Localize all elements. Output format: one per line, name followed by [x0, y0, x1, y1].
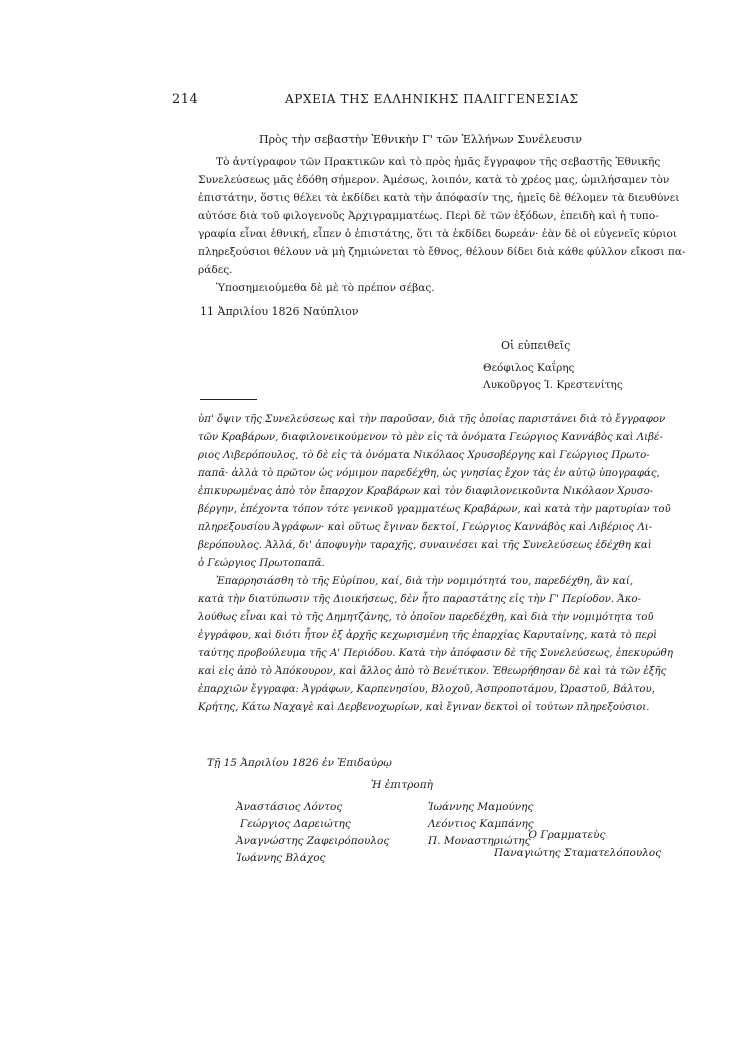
committee-member-name: Λεόντιος Καμπάνης — [428, 818, 534, 830]
note-line: ἐπαρχιῶν ἔγγραφα: Ἀγράφων, Καρπενησίου, Βλοχοῦ, Ἀσπροποτάμου, Ὠραστοῦ, Βάλτου, — [198, 684, 655, 695]
running-header: ΑΡΧΕΙΑ ΤΗΣ ΕΛΛΗΝΙΚΗΣ ΠΑΛΙΓΓΕΝΕΣΙΑΣ — [285, 92, 579, 106]
note-line: λούθως εἶναι καὶ τὸ τῆς Δημητζάνης, τὸ ὁποῖον παρεδέχθη, καὶ διὰ τὴν νομιμότητα τοῦ — [198, 612, 654, 623]
body-line: Συνελεύσεως μᾶς ἐδόθη σήμερον. Ἀμέσως, λοιπόν, κατὰ τὸ χρέος μας, ὡμιλήσαμεν τὸν — [198, 174, 670, 186]
secretary-title: Ὁ Γραμματεὺς — [528, 829, 606, 841]
committee-member-name: Ἀναστάσιος Λόντος — [236, 801, 343, 813]
letter-body — [198, 153, 686, 297]
note-line: παπᾶ· ἀλλὰ τὸ πρῶτον ὡς νόμιμον παρεδέχθη, ὡς γνησίας ἔχον τὰς ἐν αὐτῷ ὑπογραφάς, — [198, 468, 660, 479]
note-line: καὶ εἰς ἀπὸ τὸ Ἀπόκουρον, καὶ ἄλλος ἀπὸ τὸ Βενέτικον. Ἐθεωρήθησαν δὲ καὶ τὰ τῶν ἑξῆς — [198, 666, 667, 677]
note-line: κατὰ τὴν διατύπωσιν τῆς Διοικήσεως, δὲν ἦτο παραστάτης εἰς τὴν Γ' Περίοδον. Ἀκο- — [198, 594, 642, 605]
continued-text — [198, 411, 673, 717]
secretary-name: Παναγιώτης Σταματελόπουλος — [494, 847, 662, 859]
date-place-line: 11 Ἀπριλίου 1826 Ναύπλιον — [200, 305, 359, 318]
body-line: Ὑποσημειούμεθα δὲ μὲ τὸ πρέπον σέβας. — [216, 282, 435, 294]
note-line: ὑπ' ὄψιν τῆς Συνελεύσεως καὶ τὴν παροῦσαν, διὰ τῆς ὁποίας παριστάνει διὰ τὸ ἔγγραφον — [198, 414, 666, 425]
note-line: βερόπουλος. Ἀλλά, δι' ἀποφυγὴν ταραχῆς, συναινέσει καὶ τῆς Συνελεύσεως ἐδέχθη καὶ — [198, 540, 652, 551]
address-line: Πρὸς τὴν σεβαστὴν Ἐθνικὴν Γ' τῶν Ἑλλήνων Συνέλευσιν — [259, 133, 582, 146]
signature-heading: Οἱ εὐπειθεῖς — [501, 339, 571, 352]
note-line: ἐγγράφου, καὶ διότι ἦτον ἐξ ἀρχῆς κεχωρισμένη τῆς ἐπαρχίας Καρυταίνης, κατὰ τὸ περὶ — [198, 630, 658, 641]
body-line: πληρεξούσιοι θέλουν νὰ μὴ ζημιώνεται τὸ ἔθνος, θέλουν δίδει διὰ κάθε φύλλον εἴκοσι πα- — [198, 246, 686, 258]
committee-heading: Ἡ ἐπιτροπὴ — [371, 779, 433, 791]
note-line: τῶν Κραβάρων, διαφιλονεικούμενον τὸ μὲν εἰς τὰ ὀνόματα Γεώργιος Καννάβὸς καὶ Λιβέ- — [198, 432, 663, 443]
committee-member-name: Ἰωάννης Μαμούνης — [428, 801, 534, 813]
committee-member-name: Π. Μοναστηριώτης — [428, 835, 531, 847]
signatory-name: Θεόφιλος Καΐρης — [483, 362, 575, 374]
note-line: Ἐπαρρησιάσθη τὸ τῆς Εὐρίπου, καί, διὰ τὴν νομιμότητά του, παρεδέχθη, ἂν καί, — [216, 576, 634, 587]
note-line: βέργην, ἐπέχοντα τόπον τότε γενικοῦ γραμματέως Κραβάρων, καὶ κατὰ τὴν μαρτυρίαν τοῦ — [198, 504, 671, 515]
footnote-divider — [200, 399, 257, 400]
signatory-name: Λυκοῦργος Ἰ. Κρεστενίτης — [483, 379, 623, 391]
committee-member-name: Ἰωάννης Βλάχος — [236, 852, 326, 864]
note-line: ταύτης προβούλευμα τῆς Α' Περιόδου. Κατὰ τὴν ἀπόφασιν δὲ τῆς Συνελεύσεως, ἐπεκυρώθη — [198, 648, 673, 659]
note-line: ἐπικυρωμένας ἀπὸ τὸν ἔπαρχον Κραβάρων καὶ τὸν διαφιλονεικοῦντα Νικόλαον Χρυσο- — [198, 486, 654, 497]
body-line: αὐτόσε διὰ τοῦ φιλογενοῦς Ἀρχιγραμματέως. Περὶ δὲ τῶν ἐξόδων, ἐπειδὴ καὶ ἡ τυπο- — [198, 210, 659, 222]
note-line: πληρεξουσίου Ἀγράφων· καὶ οὕτως ἔγιναν δεκτοί, Γεώργιος Καννάβὸς καὶ Λιβέριος Λι- — [198, 522, 653, 533]
page-number: 214 — [172, 92, 199, 107]
committee-member-name: Γεώργιος Δαρειώτης — [240, 818, 351, 830]
committee-member-name: Ἀναγνώστης Ζαφειρόπουλος — [236, 835, 390, 847]
note-line: Κρήτης, Κάτω Ναχαγὲ καὶ Δερβενοχωρίων, καὶ ἔγιναν δεκτοὶ οἱ τούτων πληρεξούσιοι. — [198, 702, 650, 713]
body-line: ράδες. — [198, 264, 233, 276]
note-line: ὁ Γεώργιος Πρωτοπαπᾶ. — [198, 558, 325, 569]
date-place-line: Τῇ 15 Ἀπριλίου 1826 ἐν Ἐπιδαύρῳ — [207, 757, 392, 769]
body-line: Τὸ ἀντίγραφον τῶν Πρακτικῶν καὶ τὸ πρὸς ἡμᾶς ἔγγραφον τῆς σεβαστῆς Ἐθνικῆς — [216, 156, 661, 168]
note-line: ριος Λιβερόπουλος, τὸ δὲ εἰς τὰ ὀνόματα Νικόλαος Χρυσοβέργης καὶ Γεώργιος Πρωτο- — [198, 450, 650, 461]
body-line: γραφία εἶναι ἐθνική, εἶπεν ὁ ἐπιστάτης, ὅτι τὰ ἐκδίδει δωρεάν· ἐὰν δὲ οἱ εὐγενεῖς κύριοι — [198, 228, 677, 240]
body-line: ἐπιστάτην, ὅστις θέλει τὰ ἐκδίδει κατὰ τὴν ἀπόφασίν της, ἡμεῖς δὲ θέλομεν τὰ διευθύνει — [198, 192, 680, 204]
